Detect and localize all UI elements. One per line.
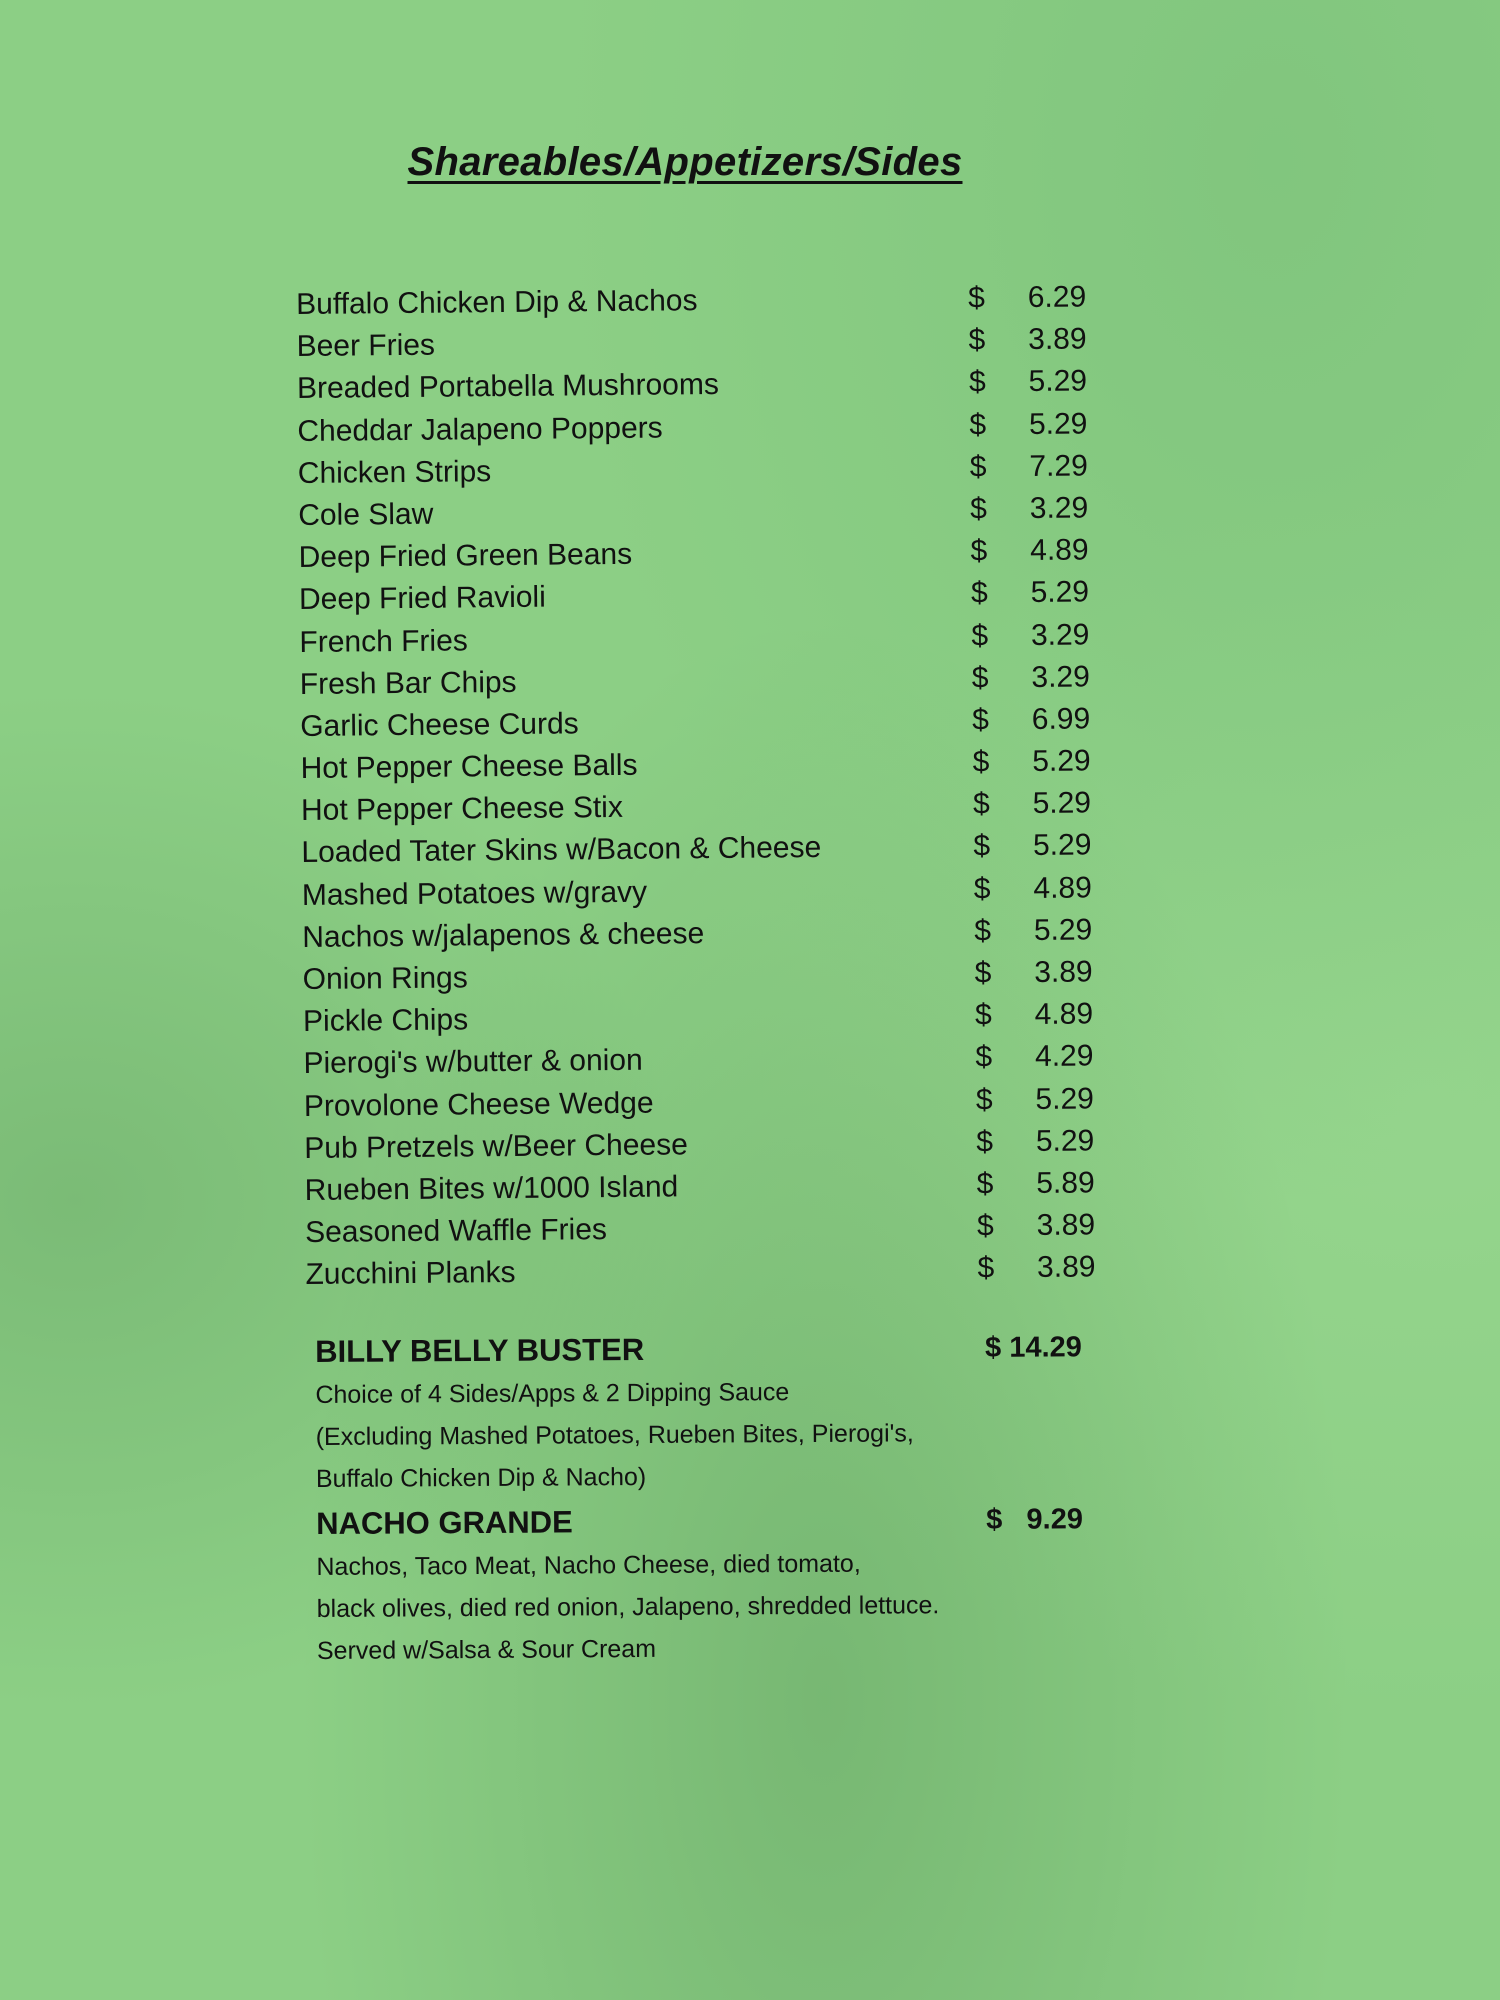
item-price: 6.29 — [1027, 280, 1087, 314]
special-description-line: Nachos, Taco Meat, Nacho Cheese, died tomato, — [316, 1549, 861, 1581]
special-description-line: Buffalo Chicken Dip & Nacho) — [315, 1462, 647, 1493]
currency-symbol: $ — [969, 450, 987, 484]
item-price: 4.89 — [1030, 533, 1089, 568]
special-nacho-grande — [316, 1497, 1117, 1672]
currency-symbol: $ — [968, 281, 986, 315]
currency-symbol: $ — [971, 661, 989, 695]
item-name: Deep Fried Green Beans — [298, 537, 633, 575]
special-price: $ 9.29 — [986, 1503, 1084, 1536]
item-name: Cole Slaw — [298, 497, 434, 532]
special-description-line: Served w/Salsa & Sour Cream — [316, 1634, 657, 1665]
currency-symbol: $ — [973, 829, 991, 863]
item-name: Hot Pepper Cheese Stix — [300, 791, 624, 828]
item-price: 5.29 — [1035, 1081, 1095, 1116]
item-price: 3.89 — [1034, 955, 1093, 989]
item-name: Mashed Potatoes w/gravy — [301, 875, 648, 912]
item-name: Pub Pretzels w/Beer Cheese — [304, 1128, 688, 1165]
menu-title: Shareables/Appetizers/Sides — [407, 140, 963, 184]
item-name: Pickle Chips — [302, 1003, 469, 1039]
currency-symbol: $ — [976, 1167, 994, 1201]
currency-symbol: $ — [972, 703, 990, 737]
item-name: Buffalo Chicken Dip & Nachos — [296, 284, 698, 321]
currency-symbol: $ — [973, 871, 991, 906]
currency-symbol: $ — [972, 787, 990, 821]
special-name: BILLY BELLY BUSTER — [315, 1331, 645, 1369]
currency-symbol: $ — [974, 914, 992, 948]
currency-symbol: $ — [972, 745, 990, 779]
special-description-line: black olives, died red onion, Jalapeno, shredded lettuce. — [316, 1591, 940, 1623]
item-price: 5.29 — [1028, 406, 1088, 441]
currency-symbol: $ — [969, 407, 987, 442]
item-name: Pierogi's w/butter & onion — [303, 1044, 643, 1081]
item-price: 4.29 — [1034, 1039, 1094, 1074]
special-billy-belly-buster — [315, 1325, 1116, 1500]
currency-symbol: $ — [970, 534, 988, 568]
currency-symbol: $ — [968, 323, 986, 357]
currency-symbol: $ — [976, 1209, 994, 1243]
menu-item — [305, 1247, 1105, 1297]
item-name: Onion Rings — [302, 961, 468, 996]
currency-symbol: $ — [976, 1125, 994, 1159]
item-price: 3.29 — [1031, 660, 1090, 694]
item-name: Zucchini Planks — [305, 1256, 516, 1292]
item-price: 3.89 — [1036, 1250, 1096, 1285]
specials-section — [315, 1325, 1117, 1672]
item-price: 3.29 — [1029, 491, 1089, 525]
item-price: 5.29 — [1032, 828, 1092, 863]
special-name: NACHO GRANDE — [316, 1504, 573, 1541]
item-name: Hot Pepper Cheese Balls — [300, 748, 638, 786]
item-price: 5.89 — [1036, 1166, 1095, 1200]
item-name: Deep Fried Ravioli — [298, 580, 546, 617]
item-name: Provolone Cheese Wedge — [303, 1086, 654, 1123]
item-price: 3.89 — [1036, 1208, 1096, 1243]
item-name: Breaded Portabella Mushrooms — [296, 368, 720, 406]
item-price: 5.29 — [1035, 1124, 1095, 1158]
item-price: 5.29 — [1032, 744, 1091, 779]
currency-symbol: $ — [974, 998, 992, 1032]
currency-symbol: $ — [970, 492, 988, 526]
item-name: Garlic Cheese Curds — [300, 707, 579, 743]
item-name: Fresh Bar Chips — [299, 665, 517, 701]
special-description-line: (Excluding Mashed Potatoes, Rueben Bites, Pierogi's, — [315, 1419, 914, 1451]
special-description-line: Choice of 4 Sides/Apps & 2 Dipping Sauce — [315, 1378, 790, 1409]
item-name: French Fries — [299, 623, 468, 659]
item-price: 4.89 — [1033, 871, 1092, 905]
currency-symbol: $ — [968, 365, 986, 399]
item-name: Nachos w/jalapenos & cheese — [302, 916, 705, 954]
item-name: Seasoned Waffle Fries — [304, 1213, 608, 1250]
item-price: 6.99 — [1031, 702, 1091, 736]
item-price: 3.29 — [1030, 617, 1090, 652]
menu-item-list — [296, 276, 1106, 1296]
currency-symbol: $ — [975, 1082, 993, 1117]
item-name: Chicken Strips — [297, 454, 492, 490]
item-name: Cheddar Jalapeno Poppers — [297, 411, 663, 448]
item-price: 4.89 — [1034, 997, 1094, 1032]
item-price: 5.29 — [1033, 913, 1093, 947]
item-name: Loaded Tater Skins w/Bacon & Cheese — [301, 831, 822, 870]
special-price: $ 14.29 — [985, 1331, 1082, 1364]
currency-symbol: $ — [975, 1040, 993, 1074]
item-name: Rueben Bites w/1000 Island — [304, 1170, 679, 1207]
item-price: 3.89 — [1028, 322, 1087, 357]
currency-symbol: $ — [977, 1251, 995, 1285]
currency-symbol: $ — [970, 576, 988, 610]
currency-symbol: $ — [971, 618, 989, 653]
currency-symbol: $ — [974, 956, 992, 990]
item-price: 5.29 — [1028, 364, 1088, 399]
item-price: 7.29 — [1029, 449, 1088, 483]
item-name: Beer Fries — [296, 328, 436, 364]
item-price: 5.29 — [1032, 786, 1092, 821]
item-price: 5.29 — [1030, 575, 1090, 610]
